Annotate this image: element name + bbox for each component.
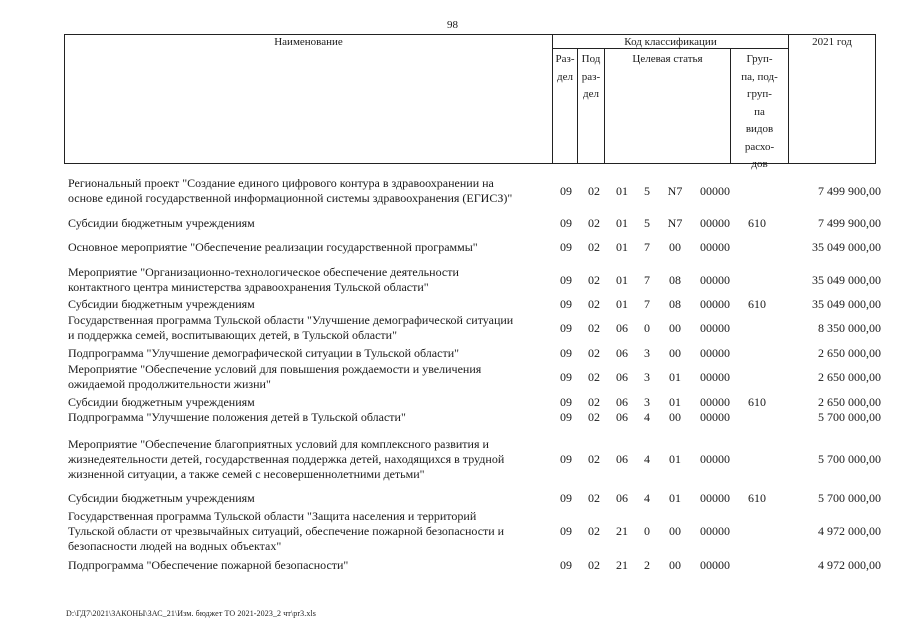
row-name-line: Мероприятие "Обеспечение благоприятных условий для комплексного развития и (68, 437, 489, 451)
row-code-c4: 00000 (700, 558, 730, 572)
row-name-line: Субсидии бюджетным учреждениям (68, 297, 255, 311)
row-code-pr: 02 (588, 272, 600, 287)
row-code-pr: 02 (588, 320, 600, 335)
row-code-c2: 7 (644, 240, 650, 254)
row-code-c2: 4 (644, 410, 650, 424)
header-name: Наименование (274, 36, 343, 48)
row-name (68, 176, 552, 206)
row-code-c4: 00000 (700, 524, 730, 538)
row-code-pr: 02 (588, 240, 600, 254)
row-name (68, 491, 552, 506)
row-code-c1: 01 (616, 240, 628, 254)
row-name-line: Субсидии бюджетным учреждениям (68, 395, 255, 409)
row-code-c1: 01 (616, 183, 628, 198)
row-amount: 2 650 000,00 (818, 395, 881, 409)
row-code-c3: 08 (669, 297, 681, 311)
row-code-pr: 02 (588, 524, 600, 538)
row-code-c4: 00000 (700, 183, 730, 198)
row-code-r: 09 (560, 240, 572, 254)
row-code-c3: 01 (669, 369, 681, 384)
row-code-c2: 0 (644, 320, 650, 335)
row-code-c1: 21 (616, 558, 628, 572)
row-name-line: жизненной ситуации, а также семей с несовершеннолетними детьми" (68, 467, 425, 481)
row-name-line: Субсидии бюджетным учреждениям (68, 491, 255, 505)
row-name-line: безопасности людей на водных объектах" (68, 539, 282, 553)
row-amount: 35 049 000,00 (812, 240, 881, 254)
row-amount: 4 972 000,00 (818, 524, 881, 538)
row-code-c4: 00000 (700, 491, 730, 505)
row-code-c3: 01 (669, 452, 681, 466)
row-amount: 35 049 000,00 (812, 272, 881, 287)
row-name (68, 395, 552, 410)
row-code-c2: 5 (644, 216, 650, 230)
row-code-c3: 00 (669, 320, 681, 335)
row-code-pr: 02 (588, 452, 600, 466)
row-amount: 8 350 000,00 (818, 320, 881, 335)
row-name-line: Региональный проект "Создание единого цифрового контура в здравоохранении на (68, 176, 494, 190)
row-code-pr: 02 (588, 491, 600, 505)
row-code-c3: 00 (669, 558, 681, 572)
row-name-line: Мероприятие "Обеспечение условий для повышения рождаемости и увеличения (68, 362, 482, 376)
row-name-line: контактного центра министерства здравоохранения Тульской области" (68, 280, 429, 294)
row-amount: 2 650 000,00 (818, 369, 881, 384)
row-code-vr: 610 (748, 216, 766, 230)
row-code-pr: 02 (588, 369, 600, 384)
row-code-c3: N7 (667, 183, 683, 198)
row-name (68, 297, 552, 312)
row-code-vr: 610 (748, 395, 766, 409)
file-path-footer: D:\ГД7\2021\ЗАКОНЫ\ЗАС_21\Изм. бюджет ТО 2021-2023_2 чт\pr3.xls (66, 609, 316, 618)
row-code-c4: 00000 (700, 452, 730, 466)
row-amount: 7 499 900,00 (818, 183, 881, 198)
row-name (68, 240, 552, 255)
row-code-c3: 01 (669, 491, 681, 505)
row-code-pr: 02 (588, 297, 600, 311)
row-code-c2: 5 (644, 183, 650, 198)
row-amount: 7 499 900,00 (818, 216, 881, 230)
row-code-pr: 02 (588, 216, 600, 230)
row-code-c3: 01 (669, 395, 681, 409)
row-code-c4: 00000 (700, 346, 730, 360)
row-amount: 5 700 000,00 (818, 410, 881, 424)
row-name (68, 216, 552, 231)
row-code-r: 09 (560, 558, 572, 572)
row-code-c4: 00000 (700, 272, 730, 287)
row-code-c4: 00000 (700, 216, 730, 230)
row-code-c1: 01 (616, 216, 628, 230)
row-name-line: основе единой государственной информационной системы здравоохранения (ЕГИСЗ)" (68, 191, 513, 205)
header-code-group: Код классификации (624, 36, 717, 48)
header-expense-group: Груп- па, под- груп- па видов расхо- дов (741, 53, 778, 170)
row-name (68, 558, 552, 573)
row-code-c3: 00 (669, 410, 681, 424)
row-code-c1: 01 (616, 272, 628, 287)
row-code-c1: 21 (616, 524, 628, 538)
row-code-c4: 00000 (700, 395, 730, 409)
row-name-line: Государственная программа Тульской области "Защита населения и территорий (68, 509, 477, 523)
row-code-r: 09 (560, 346, 572, 360)
row-code-c4: 00000 (700, 410, 730, 424)
row-code-pr: 02 (588, 395, 600, 409)
row-code-r: 09 (560, 320, 572, 335)
row-code-c1: 06 (616, 491, 628, 505)
row-code-c4: 00000 (700, 320, 730, 335)
row-code-c2: 2 (644, 558, 650, 572)
header-subsection: Под раз- дел (581, 53, 601, 100)
row-code-r: 09 (560, 395, 572, 409)
row-name (68, 410, 552, 425)
row-code-vr: 610 (748, 297, 766, 311)
row-code-c3: 00 (669, 524, 681, 538)
row-code-c1: 01 (616, 297, 628, 311)
row-code-c2: 0 (644, 524, 650, 538)
row-amount: 4 972 000,00 (818, 558, 881, 572)
row-code-c2: 3 (644, 346, 650, 360)
row-code-c4: 00000 (700, 240, 730, 254)
row-code-c1: 06 (616, 410, 628, 424)
row-code-c2: 7 (644, 272, 650, 287)
row-code-pr: 02 (588, 346, 600, 360)
row-amount: 5 700 000,00 (818, 491, 881, 505)
row-name-line: жизнедеятельности детей, государственная поддержка детей, находящихся в трудной (68, 452, 505, 466)
header-target-article: Целевая статья (632, 53, 703, 65)
row-code-c2: 4 (644, 491, 650, 505)
row-name-line: Мероприятие "Организационно-технологическое обеспечение деятельности (68, 265, 459, 279)
table-header (64, 34, 876, 170)
row-code-r: 09 (560, 452, 572, 466)
row-name-line: Подпрограмма "Улучшение положения детей в Тульской области" (68, 410, 406, 424)
row-name (68, 437, 552, 482)
row-amount: 2 650 000,00 (818, 346, 881, 360)
row-name-line: ожидаемой продолжительности жизни" (68, 377, 271, 391)
row-name (68, 346, 552, 361)
row-code-r: 09 (560, 410, 572, 424)
row-code-c2: 3 (644, 369, 650, 384)
row-name-line: Тульской области от чрезвычайных ситуаций, обеспечение пожарной безопасности и (68, 524, 505, 538)
row-code-r: 09 (560, 369, 572, 384)
row-code-vr: 610 (748, 491, 766, 505)
row-name-line: Подпрограмма "Обеспечение пожарной безопасности" (68, 558, 349, 572)
row-code-pr: 02 (588, 183, 600, 198)
header-year: 2021 год (812, 36, 852, 48)
header-section: Раз- дел (555, 53, 575, 83)
row-name-line: Подпрограмма "Улучшение демографической ситуации в Тульской области" (68, 346, 460, 360)
row-code-r: 09 (560, 491, 572, 505)
row-name (68, 313, 552, 343)
row-code-c1: 06 (616, 395, 628, 409)
row-name-line: Основное мероприятие "Обеспечение реализации государственной программы" (68, 240, 478, 254)
row-code-r: 09 (560, 524, 572, 538)
row-code-r: 09 (560, 183, 572, 198)
row-name (68, 362, 552, 392)
row-code-c1: 06 (616, 346, 628, 360)
row-code-c1: 06 (616, 320, 628, 335)
row-name-line: Субсидии бюджетным учреждениям (68, 216, 255, 230)
row-name (68, 509, 552, 554)
row-code-c3: 00 (669, 240, 681, 254)
row-name (68, 265, 552, 295)
page-number: 98 (447, 19, 458, 31)
row-code-c2: 3 (644, 395, 650, 409)
row-code-r: 09 (560, 216, 572, 230)
row-code-c1: 06 (616, 369, 628, 384)
row-code-r: 09 (560, 297, 572, 311)
row-name-line: Государственная программа Тульской области "Улучшение демографической ситуации (68, 313, 514, 327)
row-amount: 5 700 000,00 (818, 452, 881, 466)
row-code-c3: 08 (669, 272, 681, 287)
row-code-c2: 7 (644, 297, 650, 311)
row-code-c2: 4 (644, 452, 650, 466)
row-code-pr: 02 (588, 558, 600, 572)
row-name-line: и поддержка семей, воспитывающих детей, в Тульской области" (68, 328, 397, 342)
row-code-c4: 00000 (700, 297, 730, 311)
row-code-c3: N7 (667, 216, 683, 230)
row-code-r: 09 (560, 272, 572, 287)
row-code-c3: 00 (669, 346, 681, 360)
row-code-pr: 02 (588, 410, 600, 424)
row-amount: 35 049 000,00 (812, 297, 881, 311)
row-code-c4: 00000 (700, 369, 730, 384)
row-code-c1: 06 (616, 452, 628, 466)
